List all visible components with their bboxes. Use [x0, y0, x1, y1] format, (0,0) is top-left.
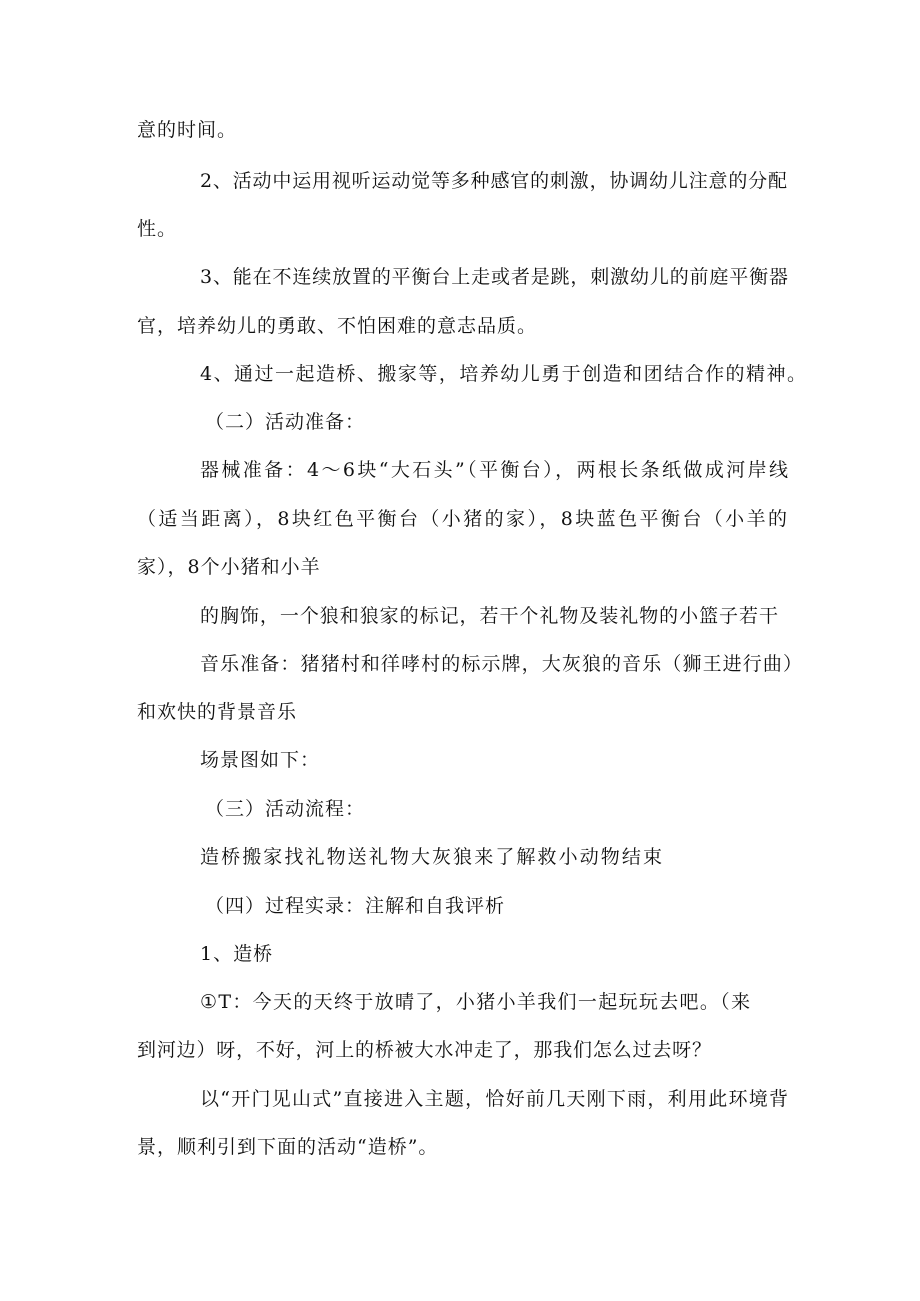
text-line: 家），8个小猪和小羊 [137, 556, 321, 578]
text-line: （适当距离），8块红色平衡台（小猪的家），8块蓝色平衡台（小羊的 [137, 508, 787, 530]
section-heading: （四）过程实录：注解和自我评析 [205, 895, 506, 917]
text-line: 意的时间。 [137, 119, 238, 141]
text-line: 器械准备：4～6块“大石头”（平衡台），两根长条纸做成河岸线 [200, 459, 788, 481]
text-line: 到河边）呀，不好，河上的桥被大水冲走了，那我们怎么过去呀？ [137, 1039, 711, 1061]
text-line: 景，顺利引到下面的活动“造桥”。 [137, 1136, 439, 1158]
section-heading: （二）活动准备： [205, 411, 366, 433]
text-line: 和欢快的背景音乐 [137, 701, 298, 723]
text-line: 场景图如下： [200, 749, 321, 771]
text-line: 造桥搬家找礼物送礼物大灰狼来了解救小动物结束 [200, 846, 662, 868]
text-line: 的胸饰，一个狼和狼家的标记，若干个礼物及装礼物的小篮子若干 [200, 605, 778, 627]
text-line: 官，培养幼儿的勇敢、不怕困难的意志品质。 [137, 315, 538, 337]
text-line: ①T：今天的天终于放晴了，小猪小羊我们一起玩玩去吧。（来 [200, 991, 750, 1013]
text-line: 音乐准备：猪猪村和徉哮村的标示牌，大灰狼的音乐（狮王进行曲） [200, 653, 802, 675]
text-line: 4、通过一起造桥、搬家等，培养幼儿勇于创造和团结合作的精神。 [200, 363, 806, 385]
subsection-heading: 1、造桥 [200, 943, 274, 965]
text-line: 性。 [137, 218, 178, 240]
text-line: 3、能在不连续放置的平衡台上走或者是跳，刺激幼儿的前庭平衡器 [200, 266, 788, 288]
section-heading: （三）活动流程： [205, 798, 366, 820]
text-line: 2、活动中运用视听运动觉等多种感官的刺激，协调幼儿注意的分配 [200, 170, 787, 192]
text-line: 以“开门见山式”直接进入主题，恰好前几天刚下雨，利用此环境背 [200, 1088, 788, 1110]
